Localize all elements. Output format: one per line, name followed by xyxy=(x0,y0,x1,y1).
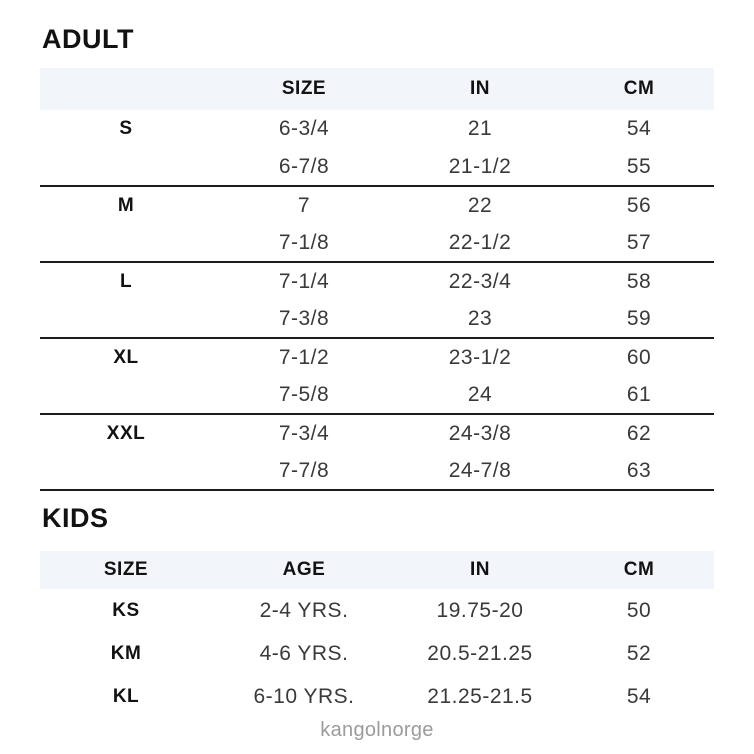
table-row xyxy=(40,186,714,224)
cm-cell: 62 xyxy=(626,421,652,445)
adult-table-header xyxy=(40,68,714,110)
cm-cell: 55 xyxy=(626,154,652,178)
inches-cell: 19.75-20 xyxy=(436,598,524,622)
size-group-s xyxy=(40,110,714,186)
hat-size-cell: 7-3/8 xyxy=(278,306,330,330)
hat-size-cell: 6-7/8 xyxy=(278,154,330,178)
size-group-label: XL xyxy=(113,346,139,368)
adult-size-table xyxy=(40,68,714,491)
age-cell: 4-6 YRS. xyxy=(259,641,349,665)
hat-size-cell: 7-5/8 xyxy=(278,382,330,406)
header-row xyxy=(40,551,714,589)
age-cell: 6-10 YRS. xyxy=(253,684,355,708)
size-group-label-empty xyxy=(40,148,212,186)
column-header-in: IN xyxy=(470,559,490,580)
kids-section-title: KIDS xyxy=(42,503,109,533)
table-row xyxy=(40,376,714,414)
cm-cell: 58 xyxy=(626,269,652,293)
column-header-age: AGE xyxy=(282,559,326,580)
inches-cell: 20.5-21.25 xyxy=(427,641,533,665)
inches-cell: 22 xyxy=(467,193,493,217)
column-header-blank xyxy=(40,68,212,110)
cm-cell: 52 xyxy=(626,641,652,665)
cm-cell: 60 xyxy=(626,345,652,369)
size-group-label-empty xyxy=(40,376,212,414)
table-row xyxy=(40,632,714,675)
column-header-cm: CM xyxy=(623,78,655,99)
table-row xyxy=(40,224,714,262)
table-row xyxy=(40,300,714,338)
cm-cell: 63 xyxy=(626,458,652,482)
table-row xyxy=(40,338,714,376)
inches-cell: 24 xyxy=(467,382,493,406)
size-group-xl xyxy=(40,338,714,414)
hat-size-cell: 6-3/4 xyxy=(278,117,330,140)
cm-cell: 50 xyxy=(626,598,652,622)
table-row xyxy=(40,675,714,718)
table-row xyxy=(40,262,714,300)
adult-section-title: ADULT xyxy=(42,24,134,54)
cm-cell: 54 xyxy=(626,684,652,708)
inches-cell: 22-1/2 xyxy=(448,230,512,254)
size-group-label: XXL xyxy=(106,422,146,444)
size-group-l xyxy=(40,262,714,338)
size-group-label-empty xyxy=(40,224,212,262)
hat-size-cell: 7-1/4 xyxy=(278,269,330,293)
kids-size-cell: KS xyxy=(112,599,140,621)
age-cell: 2-4 YRS. xyxy=(259,598,349,622)
cm-cell: 59 xyxy=(626,306,652,330)
cm-cell: 54 xyxy=(626,117,652,140)
hat-size-cell: 7-3/4 xyxy=(278,421,330,445)
size-group-label-empty xyxy=(40,300,212,338)
inches-cell: 23 xyxy=(467,306,493,330)
header-row xyxy=(40,68,714,110)
kids-size-cell: KL xyxy=(112,685,140,707)
kids-size-cell: KM xyxy=(110,642,142,664)
column-header-size: SIZE xyxy=(281,78,327,99)
cm-cell: 57 xyxy=(626,230,652,254)
hat-size-cell: 7-1/2 xyxy=(278,345,330,369)
column-header-cm: CM xyxy=(623,559,655,580)
table-row xyxy=(40,110,714,148)
size-group-label: S xyxy=(119,118,133,139)
kids-size-table xyxy=(40,551,714,718)
hat-size-cell: 7-1/8 xyxy=(278,230,330,254)
size-group-label: L xyxy=(119,270,133,292)
inches-cell: 22-3/4 xyxy=(448,269,512,293)
size-group-label: M xyxy=(117,194,135,216)
column-header-in: IN xyxy=(470,78,490,99)
size-group-xxl xyxy=(40,414,714,490)
inches-cell: 24-3/8 xyxy=(448,421,512,445)
table-row xyxy=(40,414,714,452)
inches-cell: 23-1/2 xyxy=(448,345,512,369)
column-header-size: SIZE xyxy=(103,559,149,580)
kids-table-body xyxy=(40,589,714,718)
inches-cell: 24-7/8 xyxy=(448,458,512,482)
brand-watermark: kangolnorge xyxy=(320,719,434,741)
size-group-m xyxy=(40,186,714,262)
inches-cell: 21-1/2 xyxy=(448,154,512,178)
cm-cell: 61 xyxy=(626,382,652,406)
inches-cell: 21 xyxy=(467,117,493,140)
cm-cell: 56 xyxy=(626,193,652,217)
table-row xyxy=(40,452,714,490)
hat-size-cell: 7-7/8 xyxy=(278,458,330,482)
table-row xyxy=(40,148,714,186)
table-row xyxy=(40,589,714,632)
inches-cell: 21.25-21.5 xyxy=(427,684,533,708)
size-group-label-empty xyxy=(40,452,212,490)
kids-table-header xyxy=(40,551,714,589)
hat-size-cell: 7 xyxy=(297,193,311,217)
